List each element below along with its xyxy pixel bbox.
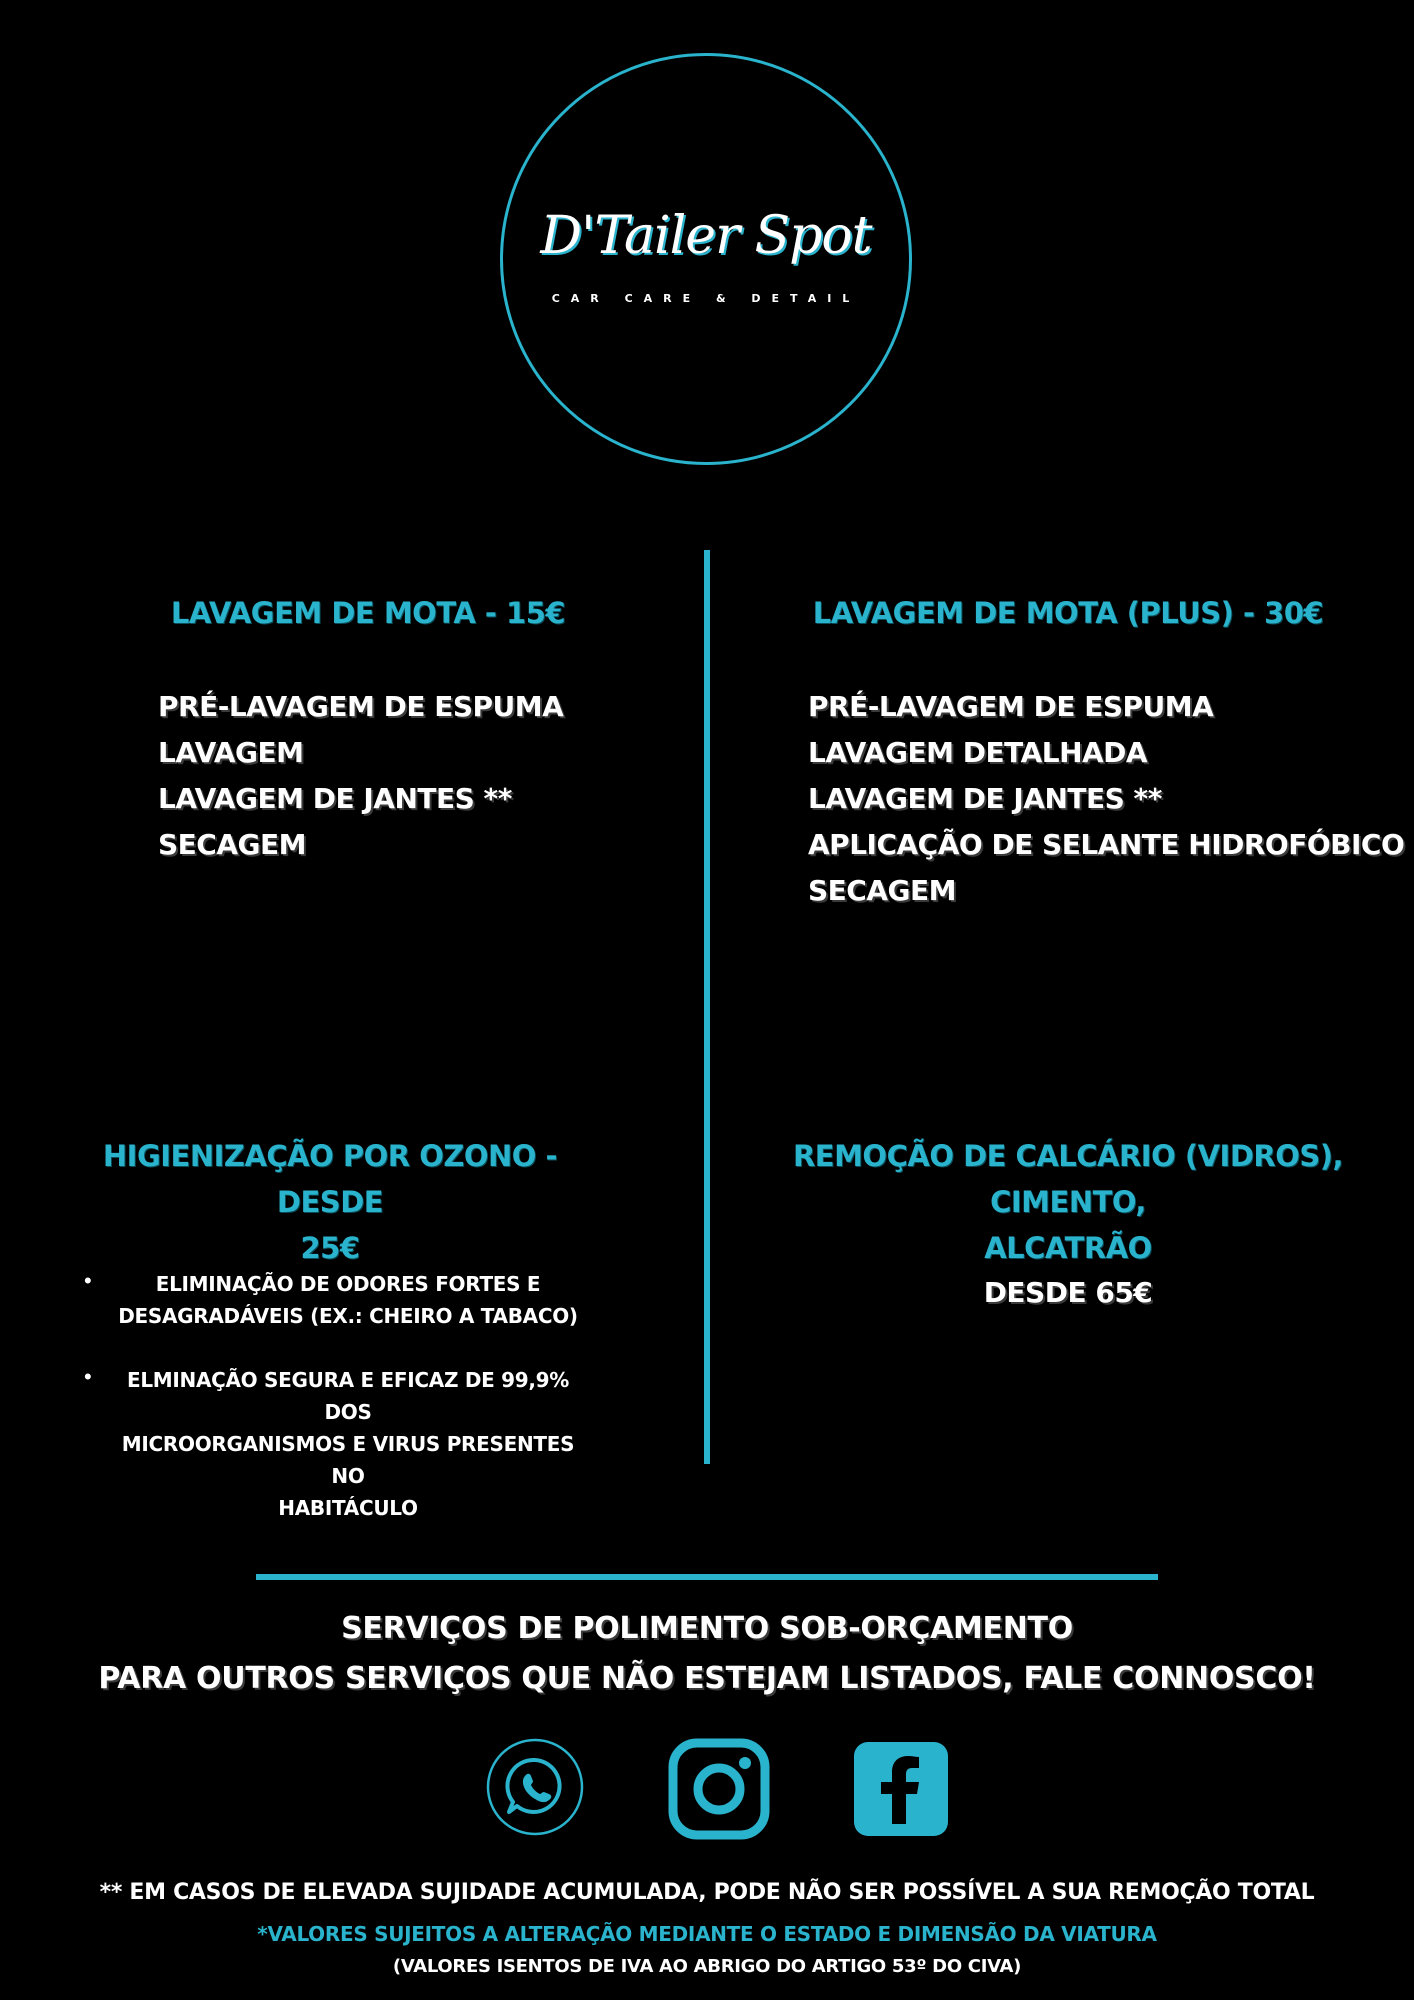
brand-tagline: CAR CARE & DETAIL: [551, 292, 861, 305]
list-item: SECAGEM: [808, 874, 956, 907]
service-title-calcario: [748, 1133, 1388, 1271]
list-item: LAVAGEM DE JANTES **: [808, 782, 1162, 815]
list-item: LAVAGEM: [158, 736, 304, 769]
bullet-line: DESAGRADÁVEIS (EX.: CHEIRO A TABACO): [118, 1304, 578, 1328]
list-item: SECAGEM: [158, 828, 306, 861]
list-item: PRÉ-LAVAGEM DE ESPUMA: [158, 690, 564, 723]
service-title-line: REMOÇÃO DE CALCÁRIO (VIDROS), CIMENTO,: [792, 1139, 1344, 1219]
footnote-3: (VALORES ISENTOS DE IVA AO ABRIGO DO ARTIGO 53º DO CIVA): [392, 1956, 1022, 1977]
footnote-2: *VALORES SUJEITOS A ALTERAÇÃO MEDIANTE O ESTADO E DIMENSÃO DA VIATURA: [257, 1922, 1157, 1946]
bullet-line: HABITÁCULO: [278, 1496, 418, 1520]
bullet-dot-icon: •: [84, 1364, 92, 1389]
vertical-divider: [704, 550, 710, 1464]
horizontal-divider: [256, 1574, 1158, 1580]
list-item: PRÉ-LAVAGEM DE ESPUMA: [808, 690, 1214, 723]
service-list-lavagem-mota-plus: [808, 684, 1404, 914]
instagram-icon[interactable]: [668, 1738, 770, 1840]
bullet-line: ELMINAÇÃO SEGURA E EFICAZ DE 99,9% DOS: [126, 1368, 570, 1424]
list-item: APLICAÇÃO DE SELANTE HIDROFÓBICO: [808, 828, 1405, 861]
service-title-lavagem-mota-plus: LAVAGEM DE MOTA (PLUS) - 30€: [812, 596, 1324, 630]
service-title-ozono: [60, 1133, 600, 1271]
contact-line-1: SERVIÇOS DE POLIMENTO SOB-ORÇAMENTO: [341, 1611, 1073, 1646]
contact-line-2: PARA OUTROS SERVIÇOS QUE NÃO ESTEJAM LISTADOS, FALE CONNOSCO!: [98, 1661, 1316, 1696]
brand-logo: [500, 53, 912, 465]
service-list-lavagem-mota: [158, 684, 563, 868]
service-price-calcario: DESDE 65€: [983, 1276, 1153, 1309]
whatsapp-icon[interactable]: [486, 1738, 584, 1836]
bullet-dot-icon: •: [84, 1268, 92, 1293]
service-title-lavagem-mota: LAVAGEM DE MOTA - 15€: [170, 596, 566, 630]
service-title-line: 25€: [300, 1231, 360, 1265]
brand-name: D'Tailer Spot: [540, 206, 872, 266]
list-item: LAVAGEM DETALHADA: [808, 736, 1148, 769]
list-item: LAVAGEM DE JANTES **: [158, 782, 512, 815]
bullet-line: MICROORGANISMOS E VIRUS PRESENTES NO: [121, 1432, 575, 1488]
ozono-bullet-2: [0, 1364, 640, 1524]
service-title-line: ALCATRÃO: [984, 1231, 1152, 1265]
bullet-line: ELIMINAÇÃO DE ODORES FORTES E: [155, 1272, 541, 1296]
footnote-1: ** EM CASOS DE ELEVADA SUJIDADE ACUMULADA, PODE NÃO SER POSSÍVEL A SUA REMOÇÃO TOTAL: [99, 1880, 1315, 1905]
ozono-bullet-1: [0, 1268, 640, 1332]
facebook-icon[interactable]: [854, 1742, 948, 1836]
service-title-line: HIGIENIZAÇÃO POR OZONO - DESDE: [102, 1139, 558, 1219]
